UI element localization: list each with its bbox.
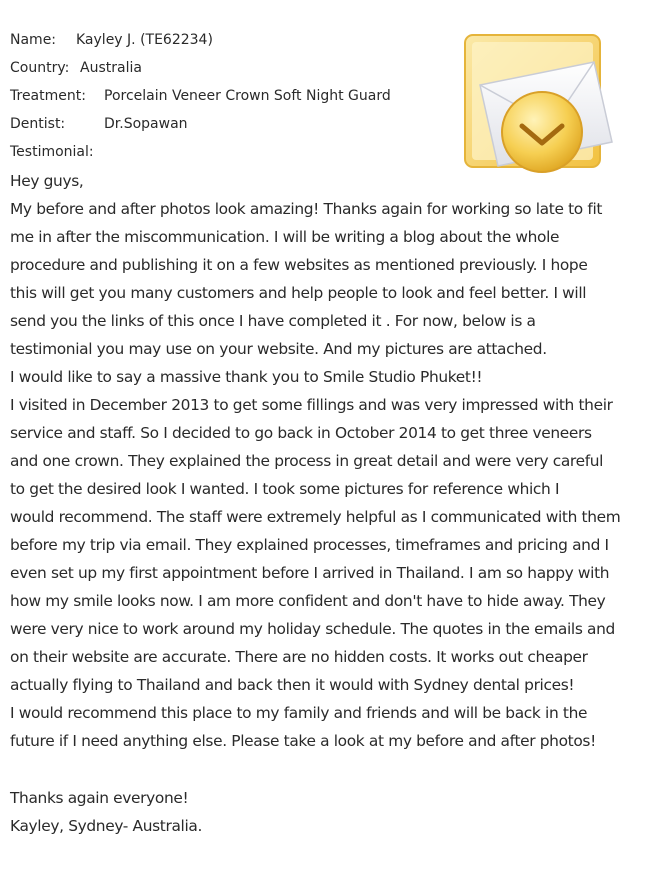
body-line: even set up my first appointment before I arrived in Thailand. I am so happy with (10, 564, 610, 582)
name-value: Kayley J. (TE62234) (76, 32, 213, 48)
body-line: My before and after photos look amazing! Thanks again for working so late to fit (10, 200, 603, 218)
body-line: service and staff. So I decided to go back in October 2014 to get three veneers (10, 424, 592, 442)
body-line: this will get you many customers and help people to look and feel better. I will (10, 284, 587, 302)
name-row (10, 29, 213, 51)
body-line: to get the desired look I wanted. I took some pictures for reference which I (10, 480, 560, 498)
body-line: send you the links of this once I have completed it . For now, below is a (10, 312, 536, 330)
name-label: Name: (10, 32, 57, 48)
envelope-icon (462, 30, 622, 180)
treatment-label: Treatment: (10, 88, 86, 104)
body-line: how my smile looks now. I am more confident and don't have to hide away. They (10, 592, 606, 610)
body-line: me in after the miscommunication. I will be writing a blog about the whole (10, 228, 560, 246)
treatment-row (10, 85, 391, 107)
country-row (10, 57, 142, 79)
treatment-value: Porcelain Veneer Crown Soft Night Guard (104, 88, 391, 104)
body-line: on their website are accurate. There are no hidden costs. It works out cheaper (10, 648, 588, 666)
body-line: I would recommend this place to my family and friends and will be back in the (10, 704, 588, 722)
signature: Kayley, Sydney- Australia. (10, 817, 203, 835)
body-line: actually flying to Thailand and back then it would with Sydney dental prices! (10, 676, 575, 694)
body-line: testimonial you may use on your website. And my pictures are attached. (10, 340, 547, 358)
body-line: procedure and publishing it on a few websites as mentioned previously. I hope (10, 256, 588, 274)
body-line: and one crown. They explained the process in great detail and were very careful (10, 452, 604, 470)
testimonial-label: Testimonial: (10, 144, 94, 160)
country-label: Country: (10, 60, 70, 76)
country-value: Australia (80, 60, 142, 76)
body-line: I visited in December 2013 to get some fillings and was very impressed with their (10, 396, 613, 414)
body-line: Hey guys, (10, 172, 84, 190)
dentist-value: Dr.Sopawan (104, 116, 188, 132)
body-line: future if I need anything else. Please take a look at my before and after photos! (10, 732, 596, 750)
body-line: would recommend. The staff were extremely helpful as I communicated with them (10, 508, 621, 526)
dentist-label: Dentist: (10, 116, 66, 132)
testimonial-row (10, 141, 94, 163)
body-line: before my trip via email. They explained processes, timeframes and pricing and I (10, 536, 609, 554)
body-line: were very nice to work around my holiday schedule. The quotes in the emails and (10, 620, 615, 638)
closing-thanks: Thanks again everyone! (10, 789, 189, 807)
dentist-row (10, 113, 188, 135)
body-line: I would like to say a massive thank you to Smile Studio Phuket!! (10, 368, 483, 386)
